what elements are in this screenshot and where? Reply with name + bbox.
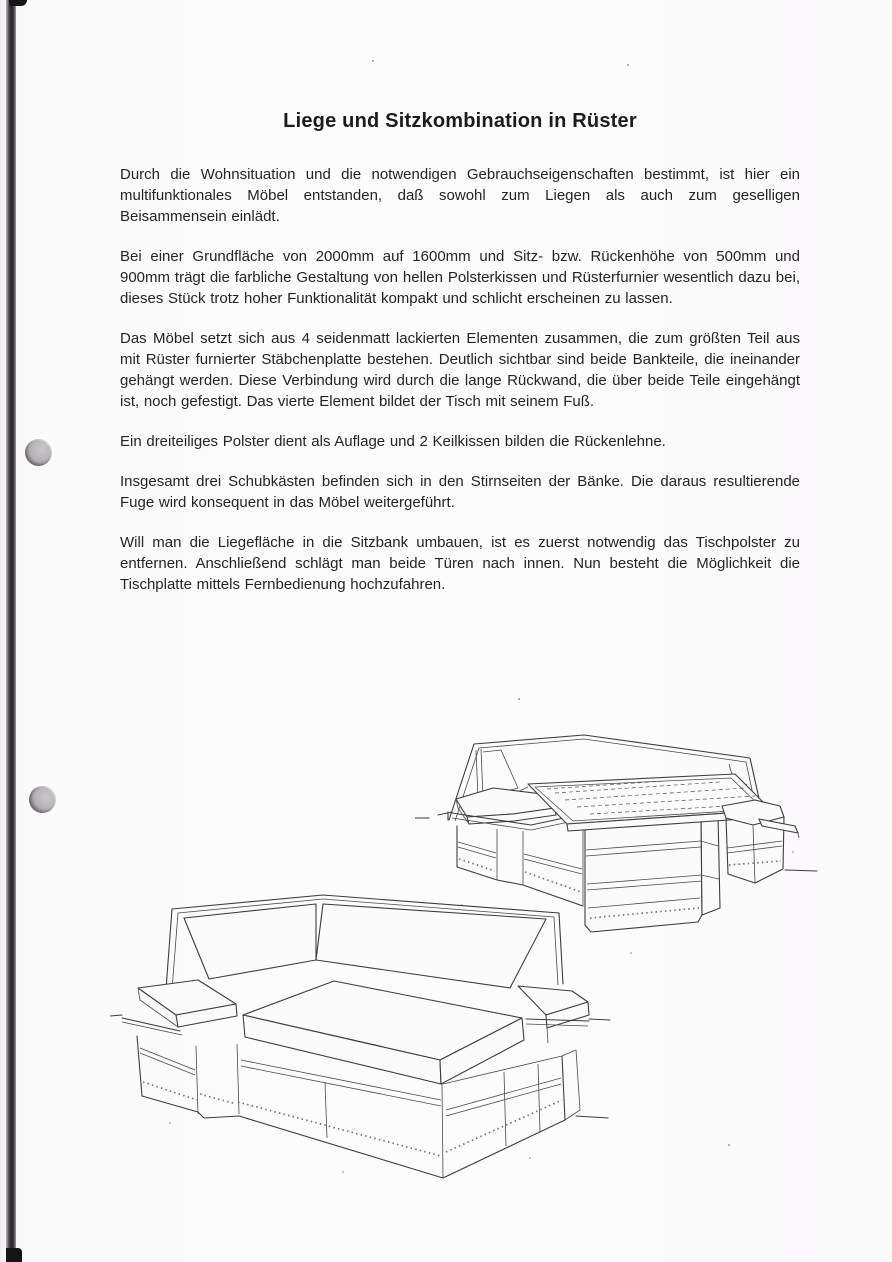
page-title-text: Liege und Sitzkombination in Rüster: [283, 110, 637, 132]
paragraph-dimensions: Bei einer Grundfläche von 2000mm auf 1600mm und Sitz- bzw. Rückenhöhe von 500mm und 900mm trägt die farbliche Gestaltung von hellen Polsterkissen und Rüsterfurnier wesentlich dazu bei, dieses Stück trotz hoher Funktionalität kompakt und schlicht erscheinen zu lassen.: [120, 248, 800, 307]
paragraph-polster: Ein dreiteiliges Polster dient als Auflage und 2 Keilkissen bilden die Rückenlehne.: [120, 433, 666, 450]
page-title: [120, 110, 800, 132]
hole-punch-icon: [25, 439, 52, 466]
scan-speck: [728, 1144, 730, 1146]
figure-lounge-configuration: [110, 888, 650, 1188]
scan-corner-mark-top: [9, 0, 27, 6]
scan-speck: [518, 698, 520, 700]
hole-punch-icon: [26, 783, 58, 815]
paragraph-umbau: Will man die Liegefläche in die Sitzbank umbauen, ist es zuerst notwendig das Tischpolster zu entfernen. Anschließend schlägt man beide Türen nach innen. Nun besteht die Möglichkeit die Tischplatte mittels Fernbedienung hochzufahren.: [120, 534, 800, 593]
paragraph-intro: Durch die Wohnsituation und die notwendigen Gebrauchseigenschaften bestimmt, ist hier ein multifunktionales Möbel entstanden, daß sowohl zum Liegen als auch zum geselligen Beisammensein einlädt.: [120, 166, 800, 225]
scan-edge-strip: [6, 0, 16, 1262]
paragraph-elements: Das Möbel setzt sich aus 4 seidenmatt lackierten Elementen zusammen, die zum größten Teil aus mit Rüster furnierter Stäbchenplatte bestehen. Deutlich sichtbar sind beide Bankteile, die ineinander gehängt werden. Diese Verbindung wird durch die lange Rückwand, die über beide Teile eingehängt ist, noch gefestigt. Das vierte Element bildet der Tisch mit seinem Fuß.: [120, 330, 800, 410]
document-body: [120, 0, 800, 614]
paragraph-schubkaesten: Insgesamt drei Schubkästen befinden sich in den Stirnseiten der Bänke. Die daraus resultierende Fuge wird konsequent in das Möbel weitergeführt.: [120, 473, 800, 511]
scan-corner-mark-bottom: [6, 1248, 22, 1262]
